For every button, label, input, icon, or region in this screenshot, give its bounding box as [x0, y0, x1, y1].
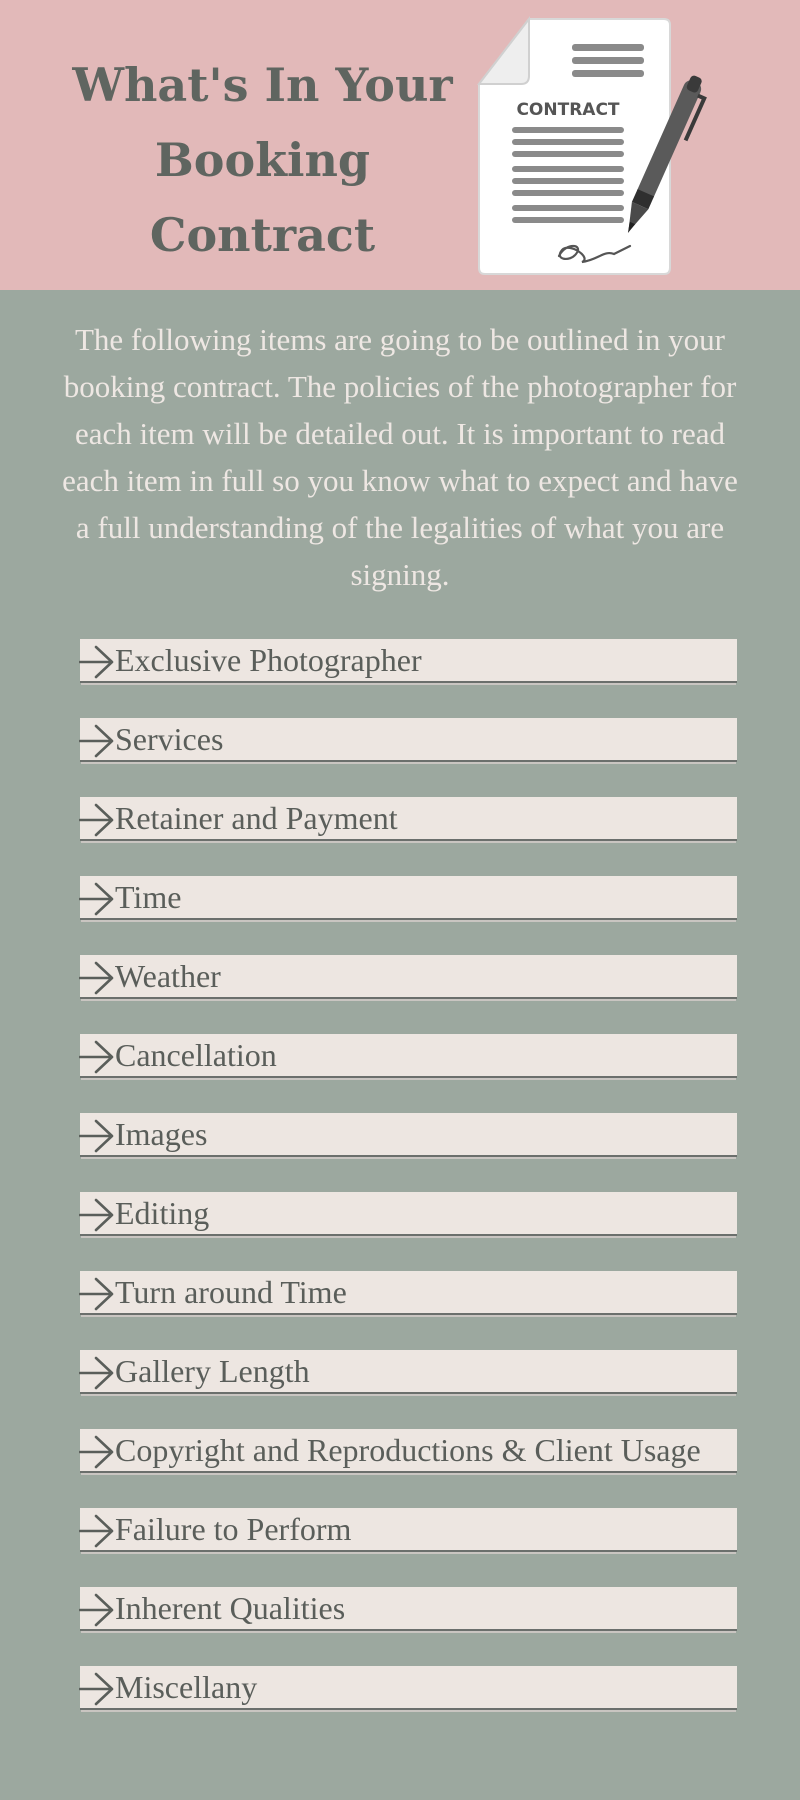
title-line-3: Contract: [149, 208, 376, 262]
contract-item: [80, 1666, 737, 1710]
arrow-right-icon: [79, 1355, 115, 1391]
contract-item-label: Time: [115, 879, 182, 915]
arrow-right-icon: [79, 1513, 115, 1549]
contract-item-label: Retainer and Payment: [115, 800, 398, 836]
contract-item: [80, 1587, 737, 1631]
contract-item: [80, 1192, 737, 1236]
arrow-right-icon: [79, 881, 115, 917]
contract-item-label: Turn around Time: [115, 1274, 347, 1310]
contract-label: CONTRACT: [516, 100, 620, 120]
title-line-1: What's In Your: [72, 58, 453, 112]
contract-item-label: Miscellany: [115, 1669, 258, 1705]
contract-item-label: Services: [115, 721, 224, 757]
intro-paragraph: The following items are going to be outlined in your booking contract. The policies of the photographer for each item will be detailed out. It is important to read each item in full so you know what to expect and have a full understanding of the legalities of what you are signing.: [62, 322, 738, 592]
contract-items-list: [80, 639, 737, 1745]
contract-item-label: Editing: [115, 1195, 210, 1231]
arrow-right-icon: [79, 1434, 115, 1470]
contract-item-label: Exclusive Photographer: [115, 642, 422, 678]
arrow-right-icon: [79, 802, 115, 838]
contract-item: [80, 1350, 737, 1394]
arrow-right-icon: [79, 1039, 115, 1075]
contract-item: [80, 1034, 737, 1078]
arrow-right-icon: [79, 644, 115, 680]
arrow-right-icon: [79, 1197, 115, 1233]
contract-item: [80, 1113, 737, 1157]
contract-item: [80, 1429, 737, 1473]
contract-item: [80, 797, 737, 841]
contract-item-label: Failure to Perform: [115, 1511, 352, 1547]
contract-item: [80, 1271, 737, 1315]
contract-item-label: Gallery Length: [115, 1353, 310, 1389]
arrow-right-icon: [79, 1276, 115, 1312]
contract-item-label: Images: [115, 1116, 208, 1152]
contract-item: [80, 1508, 737, 1552]
contract-item: [80, 955, 737, 999]
arrow-right-icon: [79, 1671, 115, 1707]
title-line-2: Booking: [154, 133, 371, 187]
contract-item-label: Copyright and Reproductions & Client Usage: [115, 1432, 701, 1468]
arrow-right-icon: [79, 723, 115, 759]
contract-item: [80, 639, 737, 683]
contract-item-label: Cancellation: [115, 1037, 277, 1073]
contract-item-label: Weather: [115, 958, 221, 994]
header-banner: [0, 0, 800, 290]
main-content: [0, 290, 800, 1800]
arrow-right-icon: [79, 960, 115, 996]
arrow-right-icon: [79, 1118, 115, 1154]
contract-item: [80, 876, 737, 920]
contract-item-label: Inherent Qualities: [115, 1590, 346, 1626]
page-title: [60, 48, 465, 273]
arrow-right-icon: [79, 1592, 115, 1628]
contract-item: [80, 718, 737, 762]
contract-document-with-pen-icon: [474, 14, 724, 276]
